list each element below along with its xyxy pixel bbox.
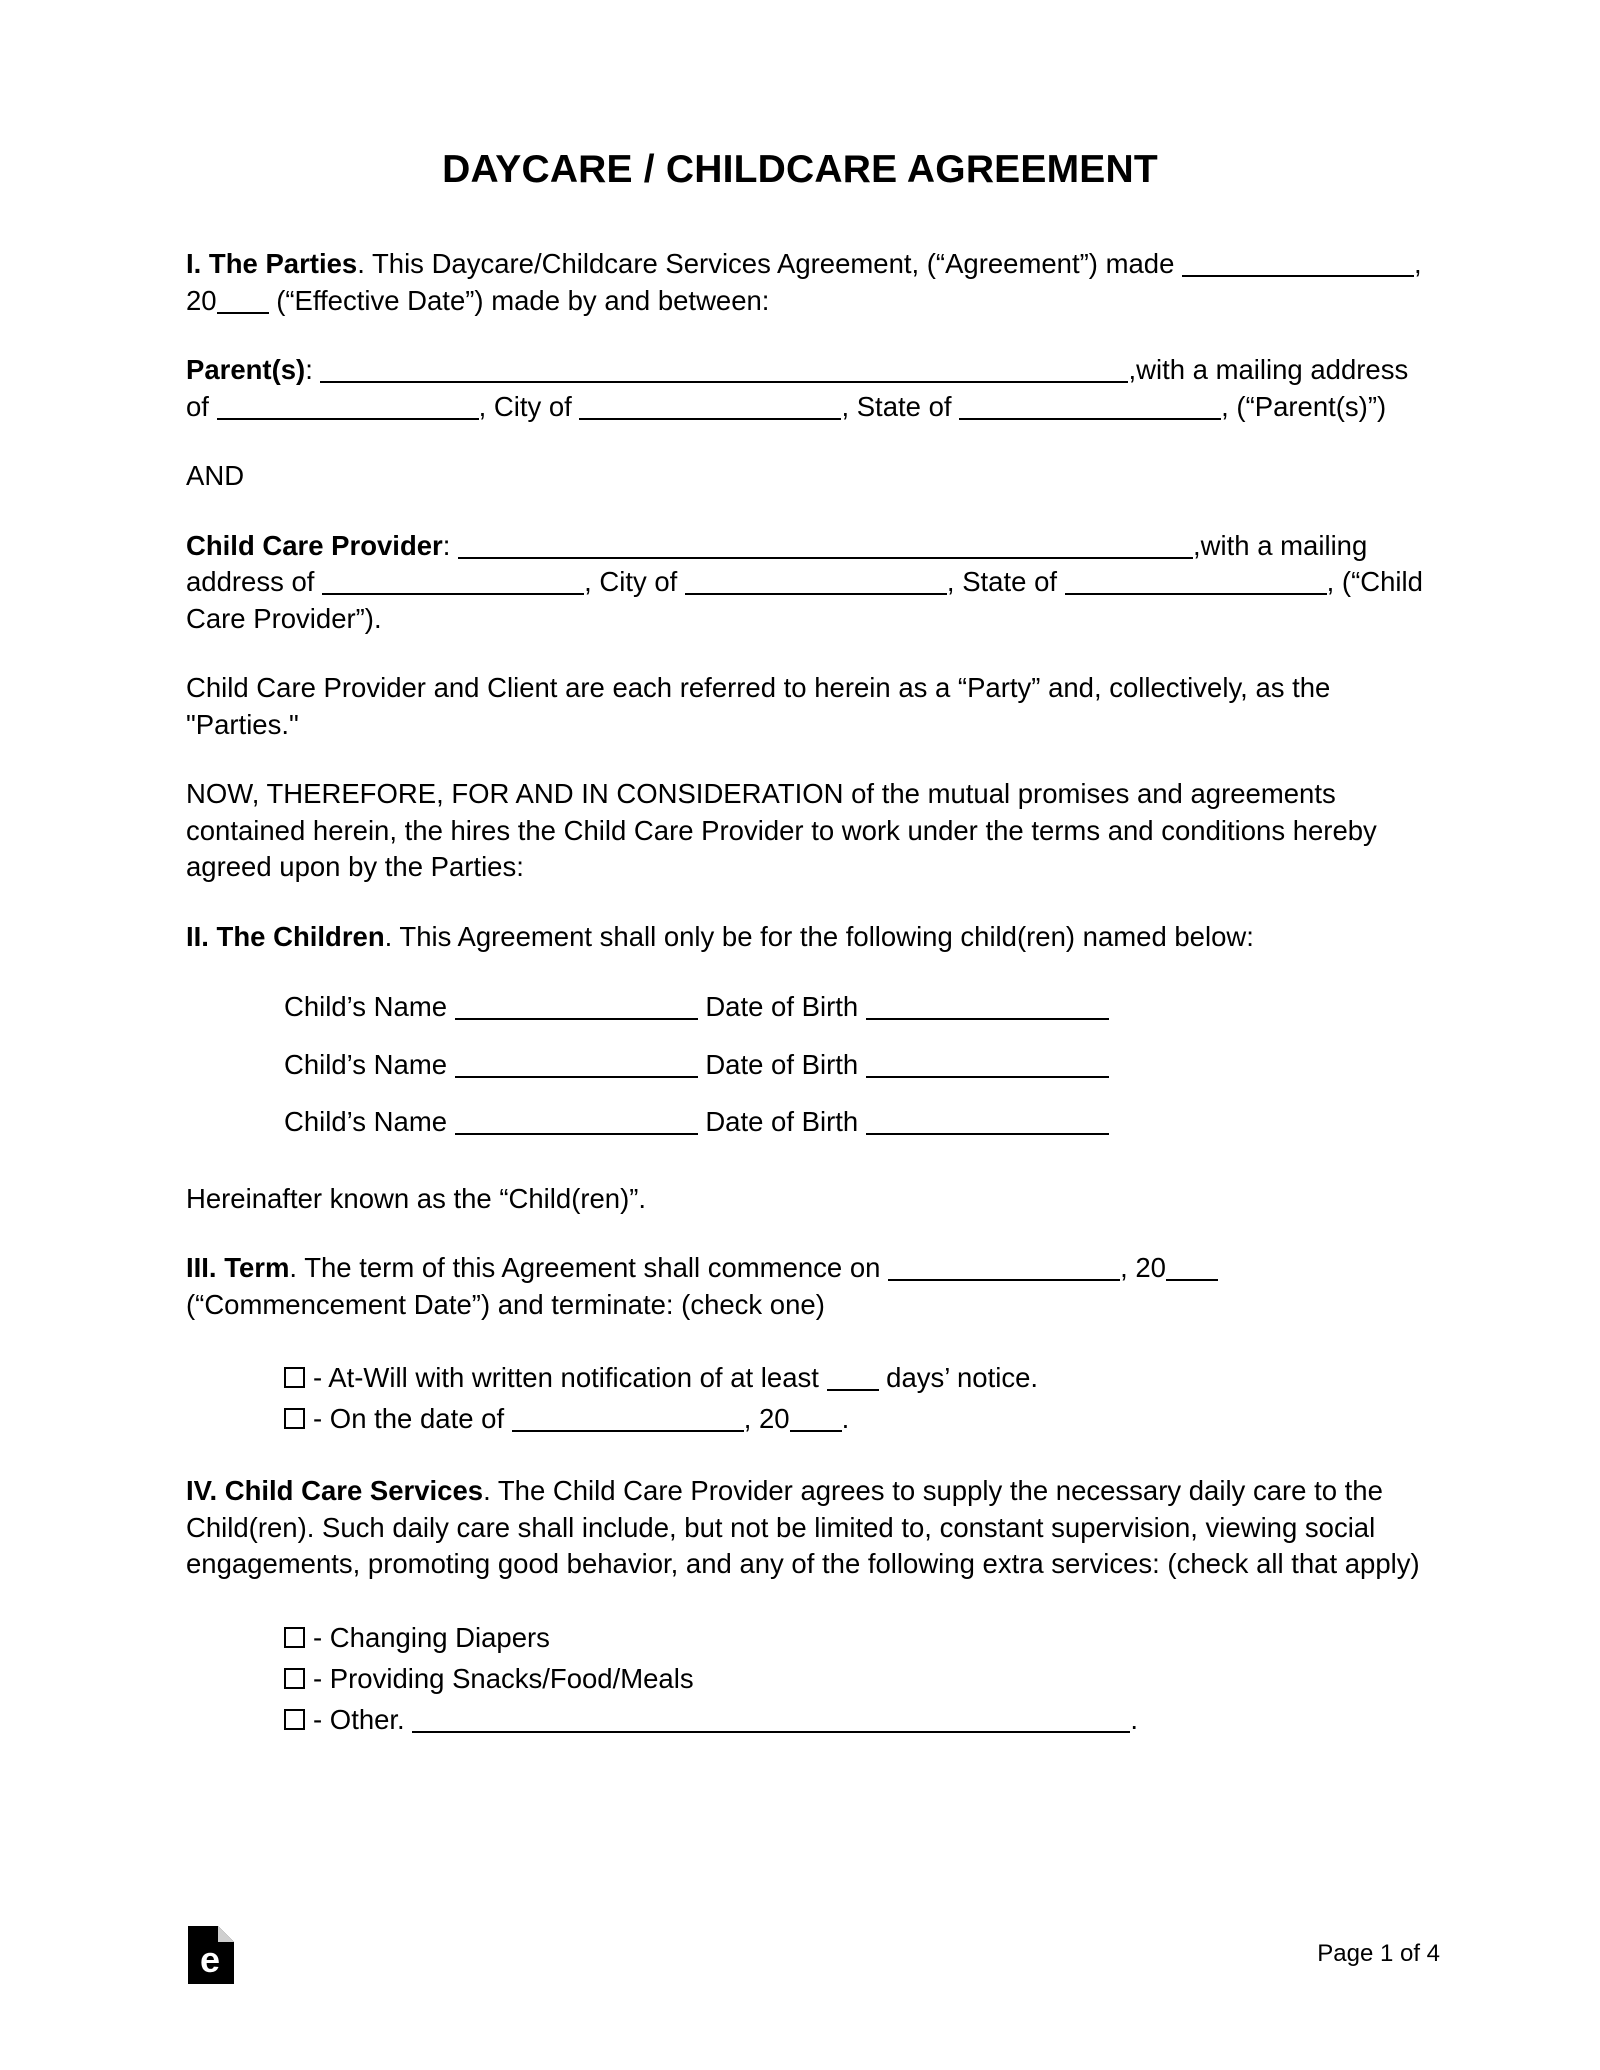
term-option-2-a: - On the date of <box>313 1403 512 1434</box>
section-children-heading: II. The Children <box>186 920 385 952</box>
term-option-1-b: days’ notice. <box>878 1362 1039 1393</box>
consideration-paragraph: NOW, THEREFORE, FOR AND IN CONSIDERATION of the mutual promises and agreements contained herein, the hires the Child Care Provider to work under the terms and conditions hereby agreed upon by the Parties: <box>186 778 1377 882</box>
checkbox-icon[interactable] <box>284 1709 305 1730</box>
service-other-blank[interactable] <box>412 1706 1130 1733</box>
spacer <box>186 1583 1438 1617</box>
service-option-diapers[interactable] <box>284 1617 1438 1658</box>
parent-city-of: , City of <box>478 390 580 422</box>
services-intro-text: . The Child Care Provider agrees to supply the necessary daily care to the Child(ren). Such daily care shall include, but not be limited to, constant supervision, viewing social engagements, promoting good behavior, and any of the following extra services: (check all that apply) <box>186 1475 1420 1579</box>
provider-address-blank[interactable] <box>322 568 584 595</box>
parent-state-blank[interactable] <box>959 393 1221 420</box>
child-dob-blank[interactable] <box>866 993 1109 1020</box>
service-option-label: - Other. <box>313 1703 405 1735</box>
spacer <box>186 1323 1438 1357</box>
term-intro-a: . The term of this Agreement shall commence on <box>289 1252 889 1283</box>
provider-of-lead: of <box>1034 566 1065 597</box>
section-parties-heading: I. The Parties <box>186 248 358 279</box>
service-option-other[interactable] <box>284 1699 1438 1740</box>
svg-text:e: e <box>199 1939 221 1980</box>
document-body <box>186 246 1438 1740</box>
child-name-blank[interactable] <box>455 1108 698 1135</box>
spacer <box>186 1439 1438 1473</box>
provider-comma: , <box>1193 529 1201 561</box>
section-parties-intro <box>186 246 1438 319</box>
provider-tail: , (“Child Care Provider”). <box>186 566 1423 634</box>
page-number: Page 1 of 4 <box>1317 1940 1440 1967</box>
section-children-intro <box>186 919 1438 956</box>
provider-name-blank[interactable] <box>458 532 1193 559</box>
parties-intro-b: , 20 <box>186 248 1422 316</box>
effective-date-blank[interactable] <box>1182 250 1414 277</box>
parent-name-blank[interactable] <box>320 356 1128 383</box>
parent-comma: , <box>1128 354 1137 385</box>
child-row <box>284 1047 1438 1084</box>
and-connector: AND <box>186 460 245 491</box>
child-dob-blank[interactable] <box>866 1108 1109 1135</box>
service-option-label: - Providing Snacks/Food/Meals <box>313 1662 694 1694</box>
checkbox-icon[interactable] <box>284 1408 305 1429</box>
notice-days-blank[interactable] <box>827 1364 879 1391</box>
parent-state-tail: , State <box>841 390 921 422</box>
child-dob-label: Date of Birth <box>705 1106 859 1137</box>
checkbox-icon[interactable] <box>284 1367 305 1388</box>
page-title: DAYCARE / CHILDCARE AGREEMENT <box>442 148 1158 192</box>
checkbox-icon[interactable] <box>284 1627 305 1648</box>
section-term-heading: III. Term <box>186 1252 290 1283</box>
hereinafter-children: Hereinafter known as the “Child(ren)”. <box>186 1182 647 1214</box>
child-row <box>284 1104 1438 1141</box>
section-term-intro <box>186 1250 1438 1323</box>
child-name-label: Child’s Name <box>284 1106 448 1137</box>
parties-intro-a: . This Daycare/Childcare Services Agreement, (“Agreement”) made <box>357 248 1182 279</box>
parent-block <box>186 352 1438 425</box>
term-option-1-a: - At-Will with written notification of at least <box>313 1362 827 1393</box>
commencement-year-blank[interactable] <box>1166 1254 1218 1281</box>
provider-state-blank[interactable] <box>1065 568 1327 595</box>
term-intro-b: , 20 <box>1120 1252 1166 1283</box>
termination-year-blank[interactable] <box>790 1405 842 1432</box>
term-option-on-date[interactable] <box>284 1398 1438 1439</box>
section-services-intro <box>186 1473 1438 1583</box>
child-dob-label: Date of Birth <box>705 991 859 1022</box>
checkbox-icon[interactable] <box>284 1668 305 1689</box>
service-option-label: - Changing Diapers <box>313 1621 550 1653</box>
child-name-label: Child’s Name <box>284 991 448 1022</box>
provider-address-lead: with a mailing address of <box>186 529 1368 597</box>
parent-address-blank[interactable] <box>217 393 479 420</box>
child-name-label: Child’s Name <box>284 1048 448 1080</box>
parent-tail: , (“Parent(s)”) <box>1221 390 1387 422</box>
provider-city-blank[interactable] <box>685 568 947 595</box>
parent-colon: : <box>305 354 321 385</box>
child-name-blank[interactable] <box>455 1051 698 1078</box>
parent-address-lead: with a mailing address of <box>186 354 1409 422</box>
commencement-date-blank[interactable] <box>888 1254 1120 1281</box>
parties-intro-c: (“Effective Date”) made by and between: <box>268 284 770 316</box>
service-option-snacks[interactable] <box>284 1658 1438 1699</box>
provider-label: Child Care Provider <box>186 529 443 561</box>
provider-colon: : <box>442 529 459 561</box>
parent-of-lead: of <box>928 390 960 422</box>
party-definition: Child Care Provider and Client are each referred to herein as a “Party” and, collectively, as the "Parties." <box>186 672 1331 740</box>
effective-year-blank[interactable] <box>217 287 269 314</box>
parent-label: Parent(s) <box>186 354 306 385</box>
termination-date-blank[interactable] <box>512 1405 744 1432</box>
term-option-2-b: , 20 <box>743 1403 790 1434</box>
child-name-blank[interactable] <box>455 993 698 1020</box>
child-dob-label: Date of Birth <box>705 1048 859 1080</box>
provider-block <box>186 528 1438 638</box>
spacer <box>186 955 1438 989</box>
parent-city-blank[interactable] <box>579 393 841 420</box>
spacer <box>186 1162 1438 1181</box>
children-intro-text: . This Agreement shall only be for the following child(ren) named below: <box>384 920 1254 952</box>
child-dob-blank[interactable] <box>866 1051 1109 1078</box>
provider-city-of: , City of <box>584 566 685 597</box>
eforms-logo-icon[interactable] <box>188 1926 234 1984</box>
term-intro-c: (“Commencement Date”) and terminate: (check one) <box>186 1288 825 1320</box>
child-row <box>284 989 1438 1026</box>
term-option-2-c: . <box>841 1403 850 1434</box>
page-footer <box>0 1926 1600 2036</box>
provider-state-tail: , State <box>946 566 1027 597</box>
term-option-at-will[interactable] <box>284 1357 1438 1398</box>
section-services-heading: IV. Child Care Services <box>186 1475 484 1506</box>
service-other-tail: . <box>1130 1703 1138 1735</box>
